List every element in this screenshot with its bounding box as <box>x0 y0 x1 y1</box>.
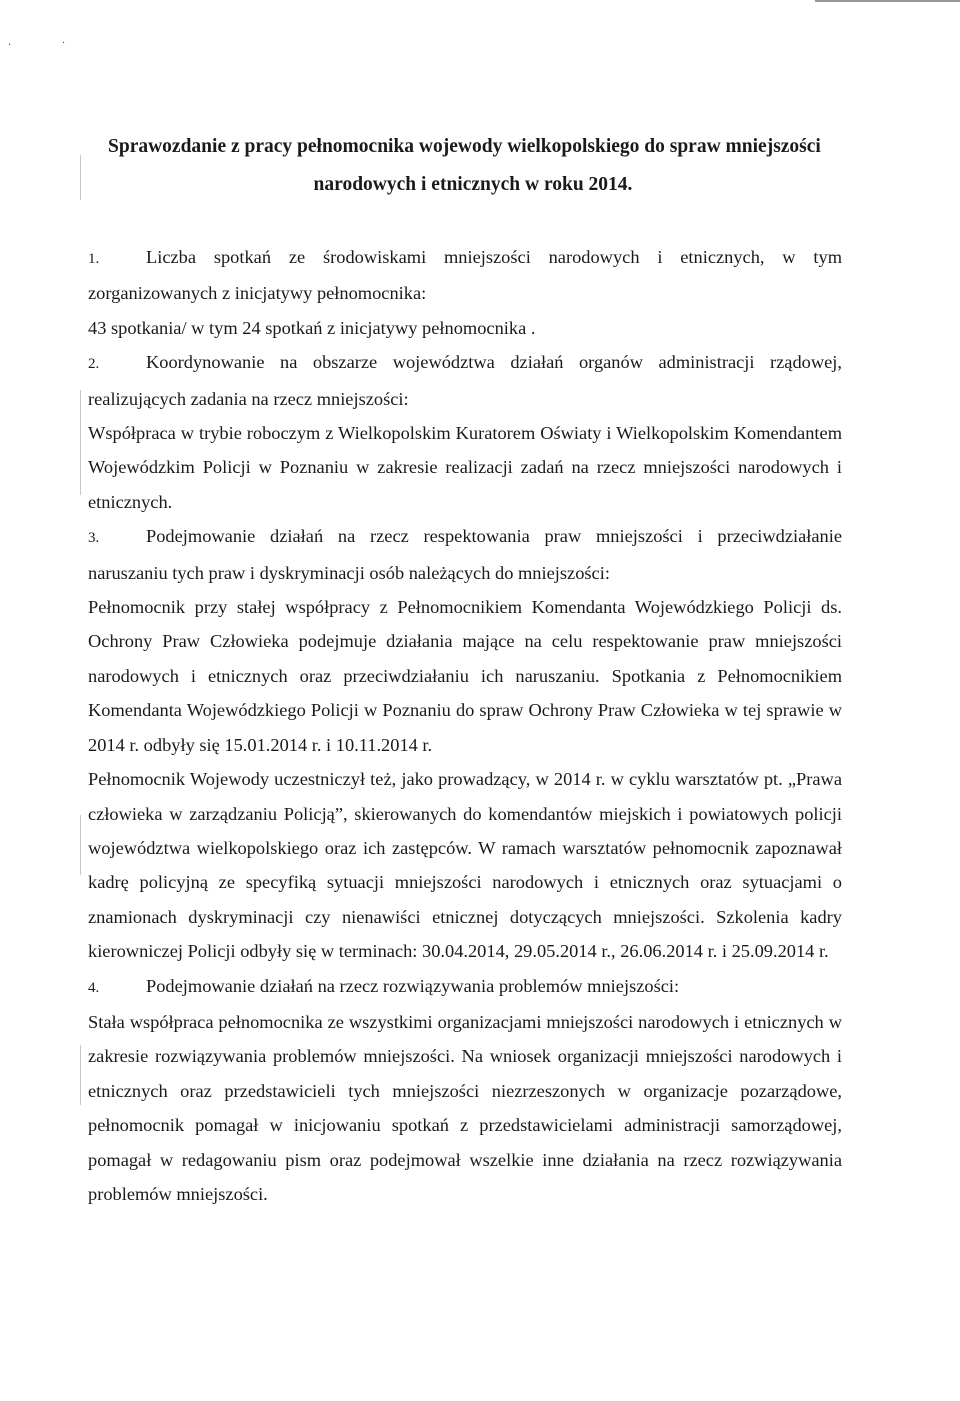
document-title <box>108 128 848 204</box>
document-body <box>88 240 842 1211</box>
section-heading <box>88 345 842 416</box>
scan-speck: · <box>62 38 66 49</box>
section-4 <box>88 969 842 1212</box>
section-paragraph: Stała współpraca pełnomocnika ze wszystkimi organizacjami mniejszości narodowych i etnicznych w zakresie rozwiązywania problemów mniejszości. Na wniosek organizacji mniejszości narodowych i etnicznych oraz przedstawicieli tych mniejszości niezrzeszonych w organizacje pozarządowe, pełnomocnik pomagał w inicjowaniu spotkań z przedstawicielami administracji samorządowej, pomagał w redagowaniu pism oraz podejmował wszelkie inne działania na rzecz rozwiązywania problemów mniejszości. <box>88 1011 842 1204</box>
section-number: 4. <box>88 979 100 996</box>
section-1 <box>88 240 842 345</box>
scan-edge-line <box>80 390 81 495</box>
title-line-1: Sprawozdanie z pracy pełnomocnika wojewody wielkopolskiego do spraw mniejszości <box>108 136 821 157</box>
section-number: 3. <box>88 530 100 547</box>
scan-edge-line <box>80 1045 81 1105</box>
section-heading-text: Liczba spotkań ze środowiskami mniejszości narodowych i etnicznych, w tym zorganizowanych z inicjatywy pełnomocnika: <box>88 247 842 304</box>
section-2 <box>88 345 842 519</box>
section-heading-text: Podejmowanie działań na rzecz rozwiązywania problemów mniejszości: <box>146 975 680 996</box>
scan-speck: · <box>8 40 12 51</box>
section-paragraph: 43 spotkania/ w tym 24 spotkań z inicjatywy pełnomocnika . <box>88 317 536 338</box>
section-heading <box>88 519 842 590</box>
scan-edge-line <box>80 815 81 875</box>
section-number: 2. <box>88 356 100 373</box>
section-heading-text: Podejmowanie działań na rzecz respektowania praw mniejszości i przeciwdziałanie naruszaniu tych praw i dyskryminacji osób należących do mniejszości: <box>88 526 842 583</box>
section-paragraph: Pełnomocnik przy stałej współpracy z Pełnomocnikiem Komendanta Wojewódzkiego Policji ds. Ochrony Praw Człowieka podejmuje działania mające na celu respektowanie praw mniejszości narodowych i etnicznych oraz przeciwdziałaniu ich naruszaniu. Spotkania z Pełnomocnikiem Komendanta Wojewódzkiego Policji w Poznaniu do spraw Ochrony Praw Człowieka w tej sprawie w 2014 r. odbyły się 15.01.2014 r. i 10.11.2014 r. <box>88 597 842 755</box>
section-3 <box>88 519 842 968</box>
section-paragraph: Współpraca w trybie roboczym z Wielkopolskim Kuratorem Oświaty i Wielkopolskim Komendantem Wojewódzkim Policji w Poznaniu w zakresie realizacji zadań na rzecz mniejszości narodowych i etnicznych. <box>88 423 842 512</box>
section-paragraph: Pełnomocnik Wojewody uczestniczył też, jako prowadzący, w 2014 r. w cyklu warsztatów pt. „Prawa człowieka w zarządzaniu Policją”, skierowanych do komendantów miejskich i powiatowych policji województwa wielkopolskiego oraz ich zastępców. W ramach warsztatów pełnomocnik zapoznawał kadrę policyjną ze specyfiką sytuacji mniejszości narodowych i etnicznych oraz sytuacjami o znamionach dyskryminacji czy nienawiści etnicznej dotyczących mniejszości. Szkolenia kadry kierowniczej Policji odbyły się w terminach: 30.04.2014, 29.05.2014 r., 26.06.2014 r. i 25.09.2014 r. <box>88 769 842 962</box>
title-line-2: narodowych i etnicznych w roku 2014. <box>313 174 633 195</box>
scan-edge-line <box>80 155 81 200</box>
section-number: 1. <box>88 251 100 267</box>
section-heading-text: Koordynowanie na obszarze województwa działań organów administracji rządowej, realizujących zadania na rzecz mniejszości: <box>88 352 842 409</box>
scan-top-rule <box>815 0 960 2</box>
section-heading <box>88 240 842 311</box>
section-heading <box>88 969 842 1005</box>
